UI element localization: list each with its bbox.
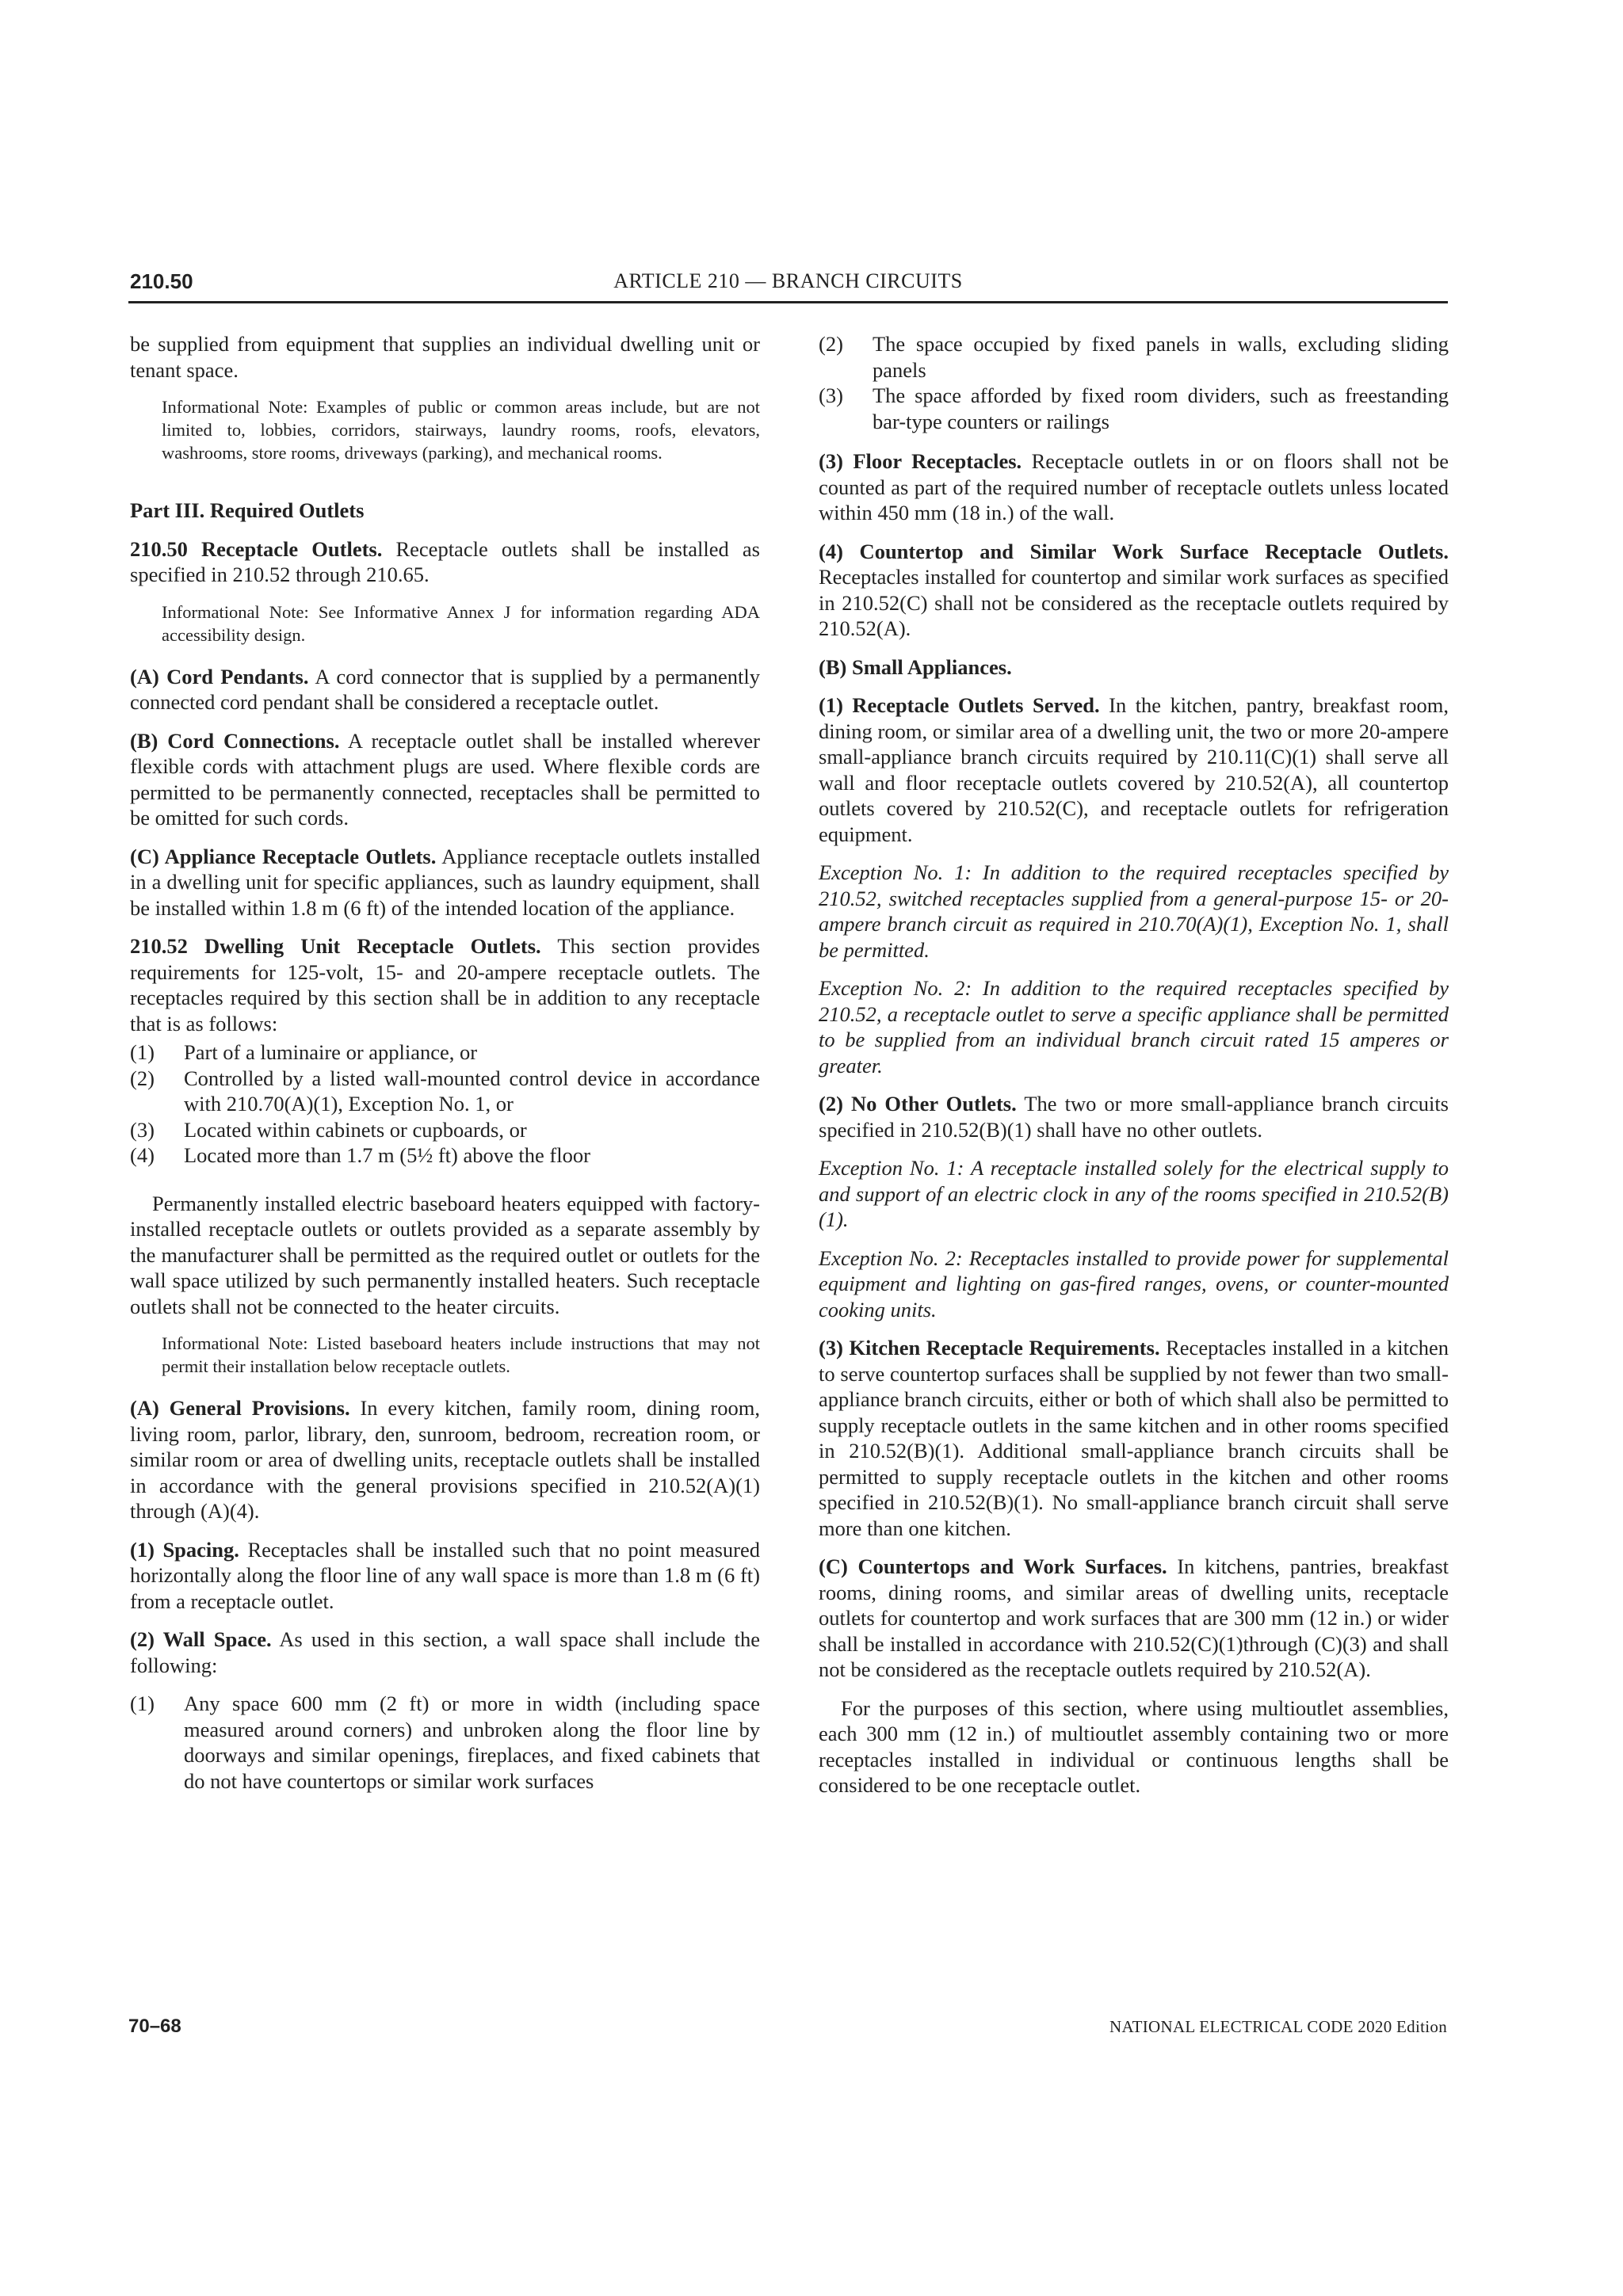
subsection-body: In the kitchen, pantry, breakfast room, dining room, or similar area of a dwelling unit, the two or more 20-ampere small-appliance branch circuits required by 210.11(C)(1) shall serve all wall and floor receptacle outlets covered by 210.52(A), all countertop outlets covered by 210.52(C), and receptacle outlets for refrigeration equipment. <box>819 693 1449 846</box>
subsection-countertop-outlets <box>819 539 1449 642</box>
list-number: (1) <box>130 1040 155 1064</box>
subsection-body: The two or more small-appliance branch circuits specified in 210.52(B)(1) shall have no other outlets. <box>819 1092 1449 1142</box>
left-column <box>130 331 760 1808</box>
subsection-spacing <box>130 1537 760 1615</box>
subsection-heading: (2) No Other Outlets. <box>819 1092 1017 1116</box>
list-number: (4) <box>130 1143 155 1167</box>
exclusion-list <box>130 1039 760 1169</box>
subsection-heading: (C) Countertops and Work Surfaces. <box>819 1554 1167 1578</box>
subsection-heading: (B) Small Appliances. <box>819 654 1012 679</box>
subsection-floor-receptacles <box>819 448 1449 526</box>
subsection-general-provisions <box>130 1395 760 1524</box>
subsection-body: As used in this section, a wall space shall include the following: <box>130 1627 761 1677</box>
subsection-no-other-outlets <box>819 1091 1449 1142</box>
subsection-body: Appliance receptacle outlets installed in a dwelling unit for specific appliances, such as laundry equipment, shall be installed within 1.8 m (6 ft) of the intended location of the appliance. <box>130 844 760 920</box>
list-text: The space occupied by fixed panels in walls, excluding sliding panels <box>873 332 1449 382</box>
paragraph: Permanently installed electric baseboard heaters equipped with factory-installed receptacle outlets or outlets provided as a separate assembly by the manufacturer shall be permitted as the required outlet or outlets for the wall space utilized by such permanently installed heaters. Such receptacle outlets shall not be connected to the heater circuits. <box>130 1191 760 1318</box>
list-text: Part of a luminaire or appliance, or <box>184 1040 478 1064</box>
list-number: (3) <box>819 383 843 407</box>
list-number: (2) <box>819 332 843 356</box>
wall-space-list-continued <box>819 331 1449 434</box>
subsection-countertops-work-surfaces <box>819 1554 1449 1683</box>
subsection-heading: (1) Spacing. <box>130 1537 239 1562</box>
subsection-heading: (1) Receptacle Outlets Served. <box>819 693 1100 717</box>
section-210-52 <box>130 933 760 1036</box>
list-item <box>819 331 1449 383</box>
subsection-heading: (A) General Provisions. <box>130 1396 350 1420</box>
wall-space-list <box>130 1691 760 1794</box>
list-text: Any space 600 mm (2 ft) or more in width (including space measured around corners) and unbroken along the floor line by doorways and similar openings, fireplaces, and fixed cabinets that do not have countertops or similar work surfaces <box>184 1691 760 1793</box>
subsection-appliance-outlets <box>130 844 760 921</box>
list-text: The space afforded by fixed room dividers, such as freestanding bar-type counters or railings <box>873 383 1449 433</box>
subsection-heading: (3) Floor Receptacles. <box>819 449 1022 473</box>
exception: Exception No. 1: In addition to the required receptacles specified by 210.52, switched receptacles supplied from a general-purpose 15- or 20-ampere branch circuit as required in 210.70(A)(1), Exception No. 1, shall be permitted. <box>819 860 1449 962</box>
list-text: Located within cabinets or cupboards, or <box>184 1117 527 1142</box>
list-item <box>130 1066 760 1117</box>
page-number: 70–68 <box>128 2016 181 2037</box>
subsection-wall-space <box>130 1627 760 1678</box>
subsection-body: Receptacles installed in a kitchen to serve countertop surfaces shall be supplied by not fewer than two small-appliance branch circuits, either or both of which shall also be permitted to supply receptacle outlets in the same kitchen and in other rooms specified in 210.52(B)(1). Additional small-appliance branch circuits shall be permitted to supply receptacle outlets in the kitchen and other rooms specified in 210.52(B)(1). No small-appliance branch circuit shall serve more than one kitchen. <box>819 1336 1449 1540</box>
paragraph: For the purposes of this section, where using multioutlet assemblies, each 300 mm (12 in.) of multioutlet assembly containing two or more receptacles installed in individual or continuous lengths shall be considered to be one receptacle outlet. <box>819 1695 1449 1797</box>
list-number: (3) <box>130 1117 155 1142</box>
section-body: Receptacle outlets shall be installed as specified in 210.52 through 210.65. <box>130 536 760 586</box>
subsection-heading: (A) Cord Pendants. <box>130 664 309 688</box>
subsection-heading: (4) Countertop and Similar Work Surface Receptacle Outlets. <box>819 539 1449 563</box>
section-heading: 210.50 Receptacle Outlets. <box>130 536 383 561</box>
subsection-body: Receptacle outlets in or on floors shall not be counted as part of the required number of receptacle outlets unless located within 450 mm (18 in.) of the wall. <box>819 449 1449 524</box>
subsection-body: In every kitchen, family room, dining room, living room, parlor, library, den, sunroom, bedroom, recreation room, or similar room or area of dwelling units, receptacle outlets shall be installed in accordance with the general provisions specified in 210.52(A)(1) through (A)(4). <box>130 1396 760 1523</box>
list-item <box>130 1142 760 1169</box>
informational-note: Informational Note: See Informative Annex J for information regarding ADA accessibility design. <box>162 601 760 645</box>
subsection-kitchen-receptacles <box>819 1335 1449 1541</box>
paragraph: be supplied from equipment that supplies an individual dwelling unit or tenant space. <box>130 332 760 382</box>
informational-note: Informational Note: Listed baseboard heaters include instructions that may not permit their installation below receptacle outlets. <box>162 1333 760 1376</box>
edition-label: NATIONAL ELECTRICAL CODE 2020 Edition <box>1109 2017 1447 2036</box>
list-item <box>130 1117 760 1143</box>
list-number: (1) <box>130 1691 155 1715</box>
subsection-heading: (B) Cord Connections. <box>130 728 340 753</box>
section-heading: 210.52 Dwelling Unit Receptacle Outlets. <box>130 934 541 958</box>
subsection-heading: (3) Kitchen Receptacle Requirements. <box>819 1336 1160 1360</box>
section-body: This section provides requirements for 125-volt, 15- and 20-ampere receptacle outlets. The receptacles required by this section shall be in addition to any receptacle that is as follows: <box>130 934 760 1035</box>
subsection-body: In kitchens, pantries, breakfast rooms, dining rooms, and similar areas of dwelling units, receptacle outlets for countertop and work surfaces that are 300 mm (12 in.) or wider shall be installed in accordance with 210.52(C)(1)through (C)(3) and shall not be considered as the receptacle outlets required by 210.52(A). <box>819 1554 1449 1681</box>
subsection-body: A receptacle outlet shall be installed wherever flexible cords with attachment plugs are used. Where flexible cords are permitted to be permanently connected, receptacles shall be permitted to be omitted for such cords. <box>130 728 761 830</box>
list-item <box>819 383 1449 434</box>
subsection-cord-pendants <box>130 664 760 715</box>
informational-note: Informational Note: Examples of public or common areas include, but are not limited to, lobbies, corridors, stairways, laundry rooms, roofs, elevators, washrooms, store rooms, driveways (parking), and mechanical rooms. <box>162 397 760 463</box>
exception: Exception No. 2: In addition to the required receptacles specified by 210.52, a receptacle outlet to serve a specific appliance shall be permitted to be supplied from an individual branch circuit rated 15 amperes or greater. <box>819 976 1449 1077</box>
header-article-title: ARTICLE 210 — BRANCH CIRCUITS <box>613 269 963 292</box>
subsection-body: Receptacles shall be installed such that no point measured horizontally along the floor line of any wall space is more than 1.8 m (6 ft) from a receptacle outlet. <box>130 1537 760 1613</box>
list-text: Controlled by a listed wall-mounted control device in accordance with 210.70(A)(1), Exception No. 1, or <box>184 1066 760 1116</box>
subsection-heading: (C) Appliance Receptacle Outlets. <box>130 844 437 868</box>
subsection-small-appliances <box>819 654 1449 681</box>
part-heading: Part III. Required Outlets <box>130 498 365 522</box>
list-item <box>130 1691 760 1794</box>
section-210-50 <box>130 536 760 588</box>
running-header <box>128 268 1448 303</box>
list-text: Located more than 1.7 m (5½ ft) above the floor <box>184 1143 590 1167</box>
subsection-body: A cord connector that is supplied by a permanently connected cord pendant shall be considered a receptacle outlet. <box>130 664 760 714</box>
subsection-cord-connections <box>130 728 760 831</box>
exception: Exception No. 2: Receptacles installed to provide power for supplemental equipment and lighting on gas-fired ranges, ovens, or counter-mounted cooking units. <box>819 1245 1449 1322</box>
exception: Exception No. 1: A receptacle installed solely for the electrical supply to and support of an electric clock in any of the rooms specified in 210.52(B)(1). <box>819 1156 1449 1231</box>
list-item <box>130 1039 760 1066</box>
subsection-outlets-served <box>819 692 1449 847</box>
right-column <box>819 331 1449 1811</box>
list-number: (2) <box>130 1066 155 1090</box>
subsection-body: Receptacles installed for countertop and similar work surfaces as specified in 210.52(C) shall not be considered as the receptacle outlets required by 210.52(A). <box>819 565 1449 640</box>
header-section-number: 210.50 <box>130 269 193 293</box>
subsection-heading: (2) Wall Space. <box>130 1627 272 1651</box>
